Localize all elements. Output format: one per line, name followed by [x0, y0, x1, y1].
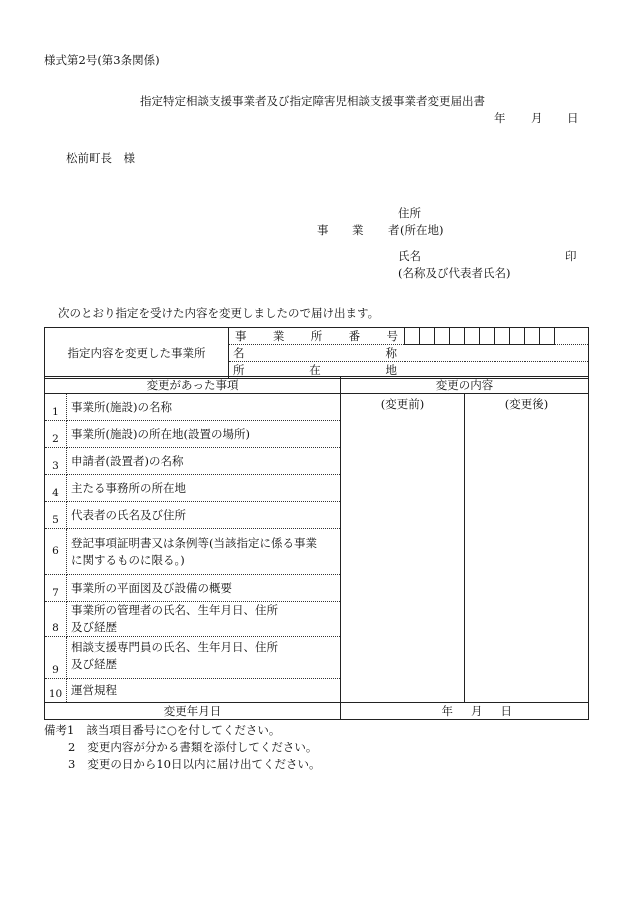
business-row-header: 指定内容を変更した事業所	[45, 328, 229, 379]
item-label-line: に関するものに限る。)	[71, 552, 185, 567]
change-date-label: 変更年月日	[45, 703, 341, 720]
business-label-1: 事	[317, 223, 329, 237]
note-text: 変更内容が分かる書類を添付してください。	[87, 740, 318, 754]
business-info-table	[44, 327, 589, 379]
before-label: (変更前)	[380, 397, 425, 411]
item-number: 8	[45, 602, 67, 637]
number-char-4: 番	[348, 329, 361, 343]
name-note: (名称及び代表者氏名)	[398, 266, 511, 280]
date-year-label: 年	[494, 111, 506, 125]
item-number: 1	[45, 394, 67, 421]
number-box[interactable]	[465, 328, 480, 345]
number-box[interactable]	[495, 328, 510, 345]
seal-label: 印	[565, 249, 577, 263]
number-box[interactable]	[405, 328, 420, 345]
item-number: 3	[45, 448, 67, 475]
note-text: 該当項目番号に○を付してください。	[86, 723, 281, 737]
item-number: 2	[45, 421, 67, 448]
item-number: 6	[45, 529, 67, 575]
intro-text: 次のとおり指定を受けた内容を変更しましたので届け出ます。	[58, 306, 380, 320]
after-label: (変更後)	[504, 397, 549, 411]
note-item	[68, 739, 317, 755]
number-box[interactable]	[540, 328, 555, 345]
business-number-label	[229, 328, 405, 345]
number-char-2: 業	[272, 329, 285, 343]
item-label: 代表者の氏名及び住所	[67, 502, 341, 529]
col-header-content: 変更の内容	[341, 377, 589, 394]
item-label: 運営規程	[67, 679, 341, 703]
addressee: 松前町長 様	[66, 151, 135, 165]
note-prefix: 3	[68, 757, 76, 771]
location-char-1: 所	[233, 363, 245, 377]
change-date-year: 年	[441, 704, 454, 718]
name-char-1: 名	[233, 346, 245, 360]
item-number: 5	[45, 502, 67, 529]
item-label	[67, 637, 341, 679]
item-label-line: 登記事項証明書又は条例等(当該指定に係る事業	[71, 535, 317, 550]
date-day-label: 日	[567, 111, 579, 125]
item-label: 事業所(施設)の名称	[67, 394, 341, 421]
form-label: 様式第2号(第3条関係)	[44, 53, 160, 67]
after-column[interactable]	[465, 394, 589, 703]
number-box[interactable]	[420, 328, 435, 345]
document-title: 指定特定相談支援事業者及び指定障害児相談支援事業者変更届出書	[140, 94, 485, 108]
note-text: 変更の日から10日以内に届け出てください。	[87, 757, 321, 771]
item-label: 事業所(施設)の所在地(設置の場所)	[67, 421, 341, 448]
name-label: 氏名	[398, 249, 421, 263]
number-box[interactable]	[510, 328, 525, 345]
note-item	[44, 722, 280, 738]
change-date-day: 日	[500, 704, 513, 718]
item-label: 事業所の平面図及び設備の概要	[67, 575, 341, 602]
item-label-line: 相談支援専門員の氏名、生年月日、住所	[71, 640, 278, 654]
business-label-3: 者	[388, 223, 400, 237]
address-label: 住所	[398, 206, 421, 220]
note-prefix: 2	[68, 740, 76, 754]
col-header-matters: 変更があった事項	[45, 377, 341, 394]
number-char-5: 号	[386, 329, 398, 343]
number-box[interactable]	[525, 328, 540, 345]
number-char-3: 所	[310, 329, 323, 343]
location-char-2: 在	[309, 363, 321, 377]
number-char-1: 事	[235, 329, 247, 343]
item-number: 4	[45, 475, 67, 502]
item-number: 9	[45, 637, 67, 679]
note-prefix: 備考1	[44, 723, 75, 737]
note-item	[68, 756, 320, 772]
item-label-line: 事業所の管理者の氏名、生年月日、住所	[71, 603, 278, 617]
business-name-row	[229, 345, 589, 362]
change-date-value[interactable]	[341, 703, 589, 720]
business-label-2: 業	[352, 223, 364, 237]
number-box[interactable]	[480, 328, 495, 345]
location-label: (所在地)	[400, 223, 444, 237]
date-month-label: 月	[531, 111, 543, 125]
item-label-line: 及び経歴	[71, 620, 117, 634]
before-column[interactable]	[341, 394, 465, 703]
name-char-2: 称	[385, 346, 397, 360]
item-label-line: 及び経歴	[71, 657, 117, 671]
location-char-3: 地	[385, 363, 397, 377]
number-box[interactable]	[450, 328, 465, 345]
item-label	[67, 529, 341, 575]
item-number: 7	[45, 575, 67, 602]
change-table	[44, 376, 589, 720]
item-label	[67, 602, 341, 637]
item-number: 10	[45, 679, 67, 703]
number-box[interactable]	[435, 328, 450, 345]
item-label: 申請者(設置者)の名称	[67, 448, 341, 475]
change-date-month: 月	[471, 704, 483, 718]
item-label: 主たる事務所の所在地	[67, 475, 341, 502]
